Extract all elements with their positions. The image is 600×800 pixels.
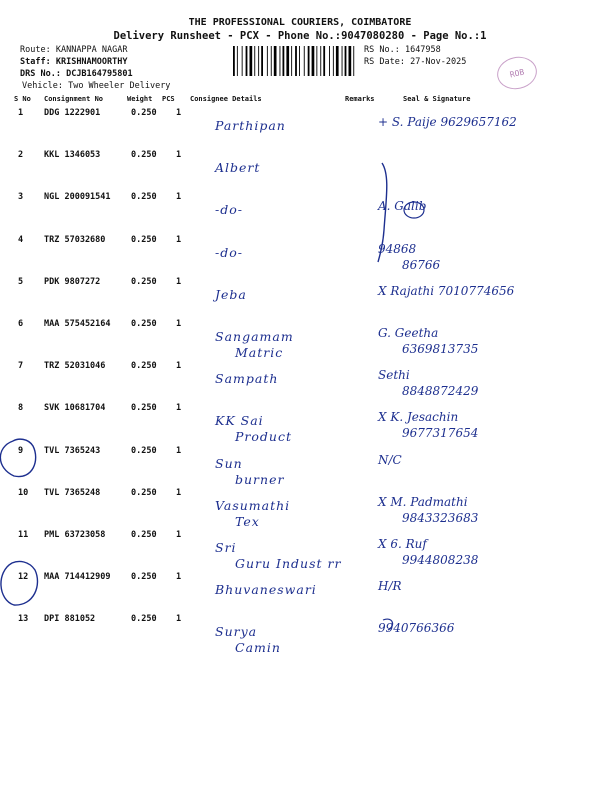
stamp-text: ROB [508, 67, 525, 79]
row-signature: + S. Paije 9629657162 [378, 115, 517, 129]
row-weight: 0.250 [131, 614, 157, 624]
drs-value: DCJB164795801 [66, 69, 133, 79]
row-consignee-handwriting: KK Sai [215, 413, 264, 428]
row-consignee-handwriting: Sampath [215, 371, 279, 386]
row-signature: G. Geetha [378, 326, 439, 340]
row-pcs: 1 [176, 277, 182, 287]
row-signature: N/C [378, 453, 402, 467]
col-seal: Seal & Signature [403, 95, 471, 103]
row-signature-2: 8848872429 [402, 384, 479, 398]
runsheet-title: Delivery Runsheet - PCX - Phone No.:9047080280 - Page No.:1 [113, 30, 487, 42]
row-consignee-handwriting-2: Product [235, 429, 292, 444]
row-sno: 3 [18, 192, 24, 202]
row-weight: 0.250 [131, 108, 157, 118]
row-signature-2: 9944808238 [402, 553, 479, 567]
staff-value: KRISHNAMOORTHY [55, 57, 128, 67]
row-signature-2: 86766 [402, 258, 441, 272]
row-consignee-handwriting: Sun [215, 456, 243, 471]
col-sno: S No [14, 95, 31, 103]
row-consignee-handwriting-2: Guru Indust rr [235, 556, 342, 571]
row-consignment: DPI 881052 [44, 614, 96, 624]
row-consignee-handwriting: Bhuvaneswari [215, 582, 317, 597]
row-consignee-handwriting: Sri [215, 540, 237, 555]
row-signature-2: 9843323683 [402, 511, 479, 525]
row-consignee-handwriting: Sangamam [215, 329, 294, 344]
row-pcs: 1 [176, 572, 182, 582]
row-weight: 0.250 [131, 403, 157, 413]
row-weight: 0.250 [131, 235, 157, 245]
row-weight: 0.250 [131, 446, 157, 456]
vehicle-label: Vehicle: [22, 81, 63, 91]
row-consignment: KKL 1346053 [44, 150, 101, 160]
row-consignee-handwriting-2: Matric [235, 345, 284, 360]
row-weight: 0.250 [131, 277, 157, 287]
row-sno: 1 [18, 108, 24, 118]
row-pcs: 1 [176, 361, 182, 371]
row-pcs: 1 [176, 108, 182, 118]
row-sno: 9 [18, 446, 24, 456]
row-consignee-handwriting: -do- [215, 245, 243, 260]
row-sno: 7 [18, 361, 24, 371]
row-weight: 0.250 [131, 150, 157, 160]
row-consignment: NGL 200091541 [44, 192, 111, 202]
row-consignment: TRZ 57032680 [44, 235, 106, 245]
row-weight: 0.250 [131, 361, 157, 371]
row-sno: 6 [18, 319, 24, 329]
row-consignment: PML 63723058 [44, 530, 106, 540]
row-signature: Sethi [378, 368, 410, 382]
row-consignment: PDK 9807272 [44, 277, 101, 287]
col-remarks: Remarks [345, 95, 375, 103]
row-consignment: DDG 1222901 [44, 108, 101, 118]
row-signature: X K. Jesachin [378, 410, 459, 424]
row-consignee-handwriting-2: Camin [235, 640, 281, 655]
row-consignee-handwriting: Parthipan [215, 118, 286, 133]
row-weight: 0.250 [131, 572, 157, 582]
row-weight: 0.250 [131, 192, 157, 202]
row-weight: 0.250 [131, 530, 157, 540]
col-pcs: PCS [162, 95, 175, 103]
row-sno: 4 [18, 235, 24, 245]
row-consignee-handwriting: -do- [215, 202, 243, 217]
row-consignment: TVL 7365243 [44, 446, 101, 456]
row-sno: 8 [18, 403, 24, 413]
row-pcs: 1 [176, 319, 182, 329]
row-signature: 9940766366 [378, 621, 455, 635]
row-pcs: 1 [176, 403, 182, 413]
staff-label: Staff: [20, 57, 51, 67]
row-sno: 5 [18, 277, 24, 287]
company-name: THE PROFESSIONAL COURIERS, COIMBATORE [188, 17, 412, 28]
row-pcs: 1 [176, 488, 182, 498]
row-consignee-handwriting: Vasumathi [215, 498, 291, 513]
row-consignment: MAA 714412909 [44, 572, 111, 582]
row-consignment: MAA 575452164 [44, 319, 111, 329]
row-signature: X 6. Ruf [378, 537, 427, 551]
rs-no-value: 1647958 [404, 45, 441, 55]
route-label: Route: [20, 45, 51, 55]
col-consignment: Consignment No [44, 95, 104, 103]
row-sno: 10 [18, 488, 29, 498]
route-value: KANNAPPA NAGAR [55, 45, 128, 55]
col-consignee: Consignee Details [190, 95, 262, 103]
row-consignee-handwriting-2: burner [235, 472, 285, 487]
row-pcs: 1 [176, 192, 182, 202]
row-sno: 11 [18, 530, 29, 540]
row-signature: 94868 [378, 242, 417, 256]
row-signature: A. Galib [378, 199, 427, 213]
row-consignment: TVL 7365248 [44, 488, 101, 498]
row-sno: 13 [18, 614, 29, 624]
row-pcs: 1 [176, 446, 182, 456]
row-signature-2: 6369813735 [402, 342, 479, 356]
row-weight: 0.250 [131, 319, 157, 329]
row-signature: H/R [378, 579, 402, 593]
row-consignee-handwriting: Jeba [215, 287, 247, 302]
rs-date-label: RS Date: [364, 57, 405, 67]
vehicle-value: Two Wheeler Delivery [68, 81, 171, 91]
drs-label: DRS No.: [20, 69, 61, 79]
col-weight: Weight [127, 95, 153, 103]
row-weight: 0.250 [131, 488, 157, 498]
row-sno: 2 [18, 150, 24, 160]
rs-no-label: RS No.: [364, 45, 400, 55]
row-signature: X Rajathi 7010774656 [378, 284, 515, 298]
row-consignee-handwriting-2: Tex [235, 514, 260, 529]
row-pcs: 1 [176, 150, 182, 160]
rs-date-value: 27-Nov-2025 [410, 57, 467, 67]
row-consignment: TRZ 52031046 [44, 361, 106, 371]
row-pcs: 1 [176, 235, 182, 245]
row-consignee-handwriting: Surya [215, 624, 258, 639]
row-consignee-handwriting: Albert [215, 160, 261, 175]
row-pcs: 1 [176, 530, 182, 540]
row-sno: 12 [18, 572, 29, 582]
row-signature: X M. Padmathi [378, 495, 468, 509]
row-pcs: 1 [176, 614, 182, 624]
row-consignment: SVK 10681704 [44, 403, 106, 413]
row-signature-2: 9677317654 [402, 426, 479, 440]
